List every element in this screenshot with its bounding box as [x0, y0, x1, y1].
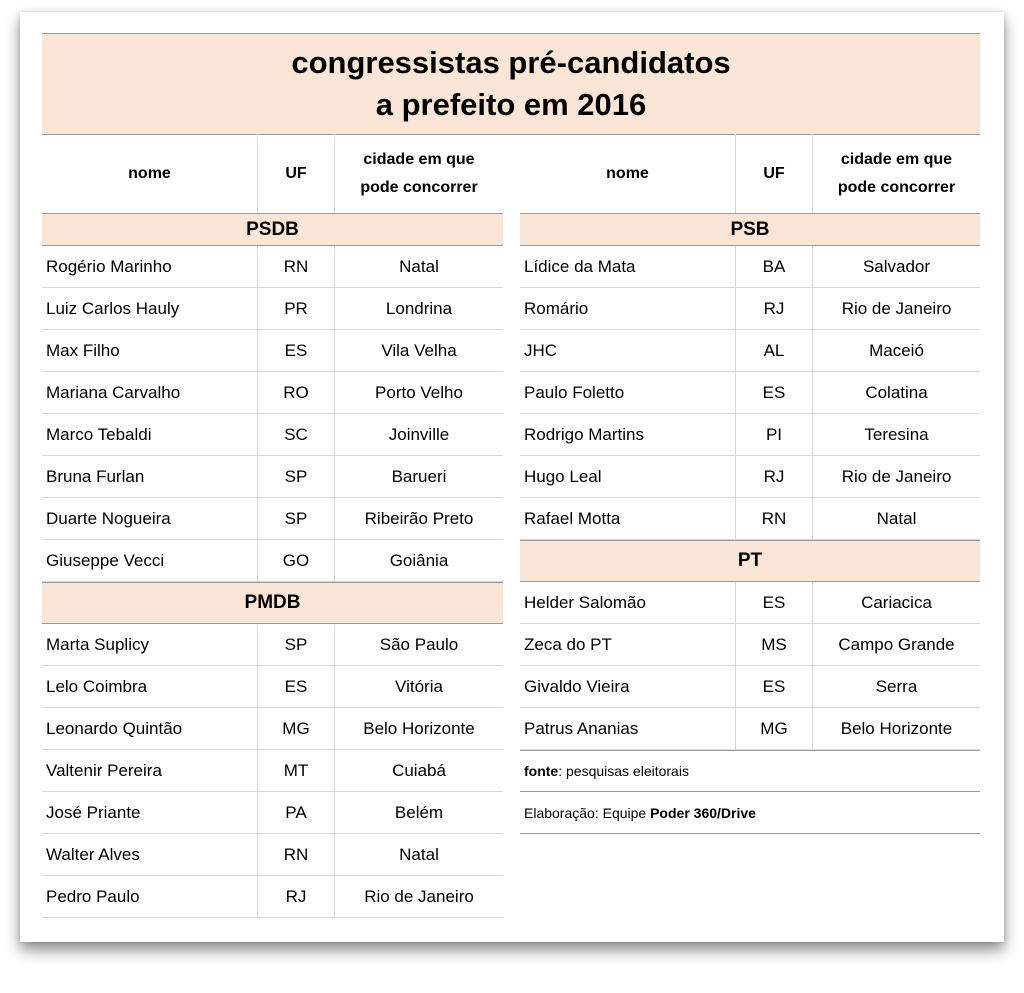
cell-cidade: Maceió	[869, 340, 924, 360]
table-title	[42, 33, 980, 135]
header-nome: nome	[606, 164, 649, 182]
cell-cidade: Cuiabá	[392, 760, 446, 780]
table-row	[42, 288, 503, 330]
table-row	[42, 330, 503, 372]
cell-uf: ES	[735, 666, 813, 707]
table-row	[520, 246, 980, 288]
cell-nome: José Priante	[46, 802, 141, 822]
table-row	[520, 708, 980, 750]
cell-cidade: Porto Velho	[375, 382, 463, 402]
cell-cidade: Belo Horizonte	[363, 718, 475, 738]
header-uf: UF	[735, 134, 813, 213]
cell-cidade: Natal	[399, 844, 439, 864]
cell-nome: Patrus Ananias	[524, 718, 639, 738]
cell-cidade: Natal	[876, 508, 917, 528]
table-row	[42, 750, 503, 792]
psb-rows	[520, 246, 980, 540]
cell-uf: PI	[735, 414, 813, 455]
header-cidade-line1: cidade em que	[840, 150, 953, 168]
table-row	[42, 246, 503, 288]
cell-nome: Lelo Coimbra	[46, 676, 148, 696]
cell-nome: Leonardo Quintão	[46, 718, 183, 738]
cell-cidade: Belo Horizonte	[840, 718, 953, 738]
title-line-1: congressistas pré-candidatos	[291, 45, 731, 80]
source-label: fonte	[524, 763, 559, 779]
cell-cidade: Joinville	[388, 424, 450, 444]
psdb-rows	[42, 246, 503, 582]
cell-nome: JHC	[524, 340, 558, 360]
party-header-psdb: PSDB	[42, 214, 503, 246]
credit-bold: Poder 360/Drive	[650, 804, 756, 821]
cell-cidade: Londrina	[385, 298, 453, 318]
cell-cidade: Barueri	[391, 466, 447, 486]
source-note	[520, 750, 980, 792]
cell-uf: RN	[735, 498, 813, 539]
cell-nome: Marta Suplicy	[46, 634, 149, 654]
cell-cidade: Serra	[875, 676, 918, 696]
cell-nome: Paulo Foletto	[524, 382, 625, 402]
cell-uf: RO	[257, 372, 335, 413]
table-row	[520, 330, 980, 372]
cell-cidade: Cariacica	[861, 592, 932, 612]
source-text: : pesquisas eleitorais	[558, 763, 689, 779]
cell-cidade: Colatina	[865, 382, 928, 402]
right-header-row	[520, 134, 980, 214]
table-row	[42, 540, 503, 582]
cell-nome: Helder Salomão	[524, 592, 646, 612]
cell-cidade: Belém	[394, 802, 444, 822]
cell-cidade: Rio de Janeiro	[841, 466, 952, 486]
cell-cidade: Vitória	[395, 676, 443, 696]
party-header-pt: PT	[520, 540, 980, 582]
table-row	[520, 456, 980, 498]
table-row	[42, 834, 503, 876]
left-header-row	[42, 134, 503, 214]
cell-uf: MG	[257, 708, 335, 749]
table-row	[42, 456, 503, 498]
cell-cidade: Ribeirão Preto	[364, 508, 474, 528]
cell-nome: Lídice da Mata	[524, 256, 636, 276]
table-row	[520, 666, 980, 708]
table-row	[42, 624, 503, 666]
left-column	[42, 134, 503, 918]
table-row	[520, 372, 980, 414]
cell-uf: RJ	[735, 456, 813, 497]
cell-nome: Valtenir Pereira	[46, 760, 162, 780]
cell-uf: SP	[257, 498, 335, 539]
cell-uf: PR	[257, 288, 335, 329]
cell-nome: Walter Alves	[46, 844, 140, 864]
cell-nome: Mariana Carvalho	[46, 382, 181, 402]
header-cidade	[335, 134, 503, 213]
header-nome: nome	[128, 164, 171, 182]
cell-uf: SP	[257, 456, 335, 497]
cell-cidade: São Paulo	[379, 634, 459, 654]
cell-uf: SC	[257, 414, 335, 455]
cell-nome: Luiz Carlos Hauly	[46, 298, 180, 318]
cell-uf: RN	[257, 834, 335, 875]
table-row	[42, 708, 503, 750]
cell-uf: SP	[257, 624, 335, 665]
cell-cidade: Natal	[399, 256, 439, 276]
table-row	[42, 876, 503, 918]
cell-uf: ES	[735, 582, 813, 623]
cell-cidade: Salvador	[862, 256, 931, 276]
right-column	[520, 134, 980, 834]
cell-uf: PA	[257, 792, 335, 833]
table-row	[520, 288, 980, 330]
cell-nome: Hugo Leal	[524, 466, 602, 486]
table-row	[520, 624, 980, 666]
cell-nome: Max Filho	[46, 340, 120, 360]
cell-nome: Rafael Motta	[524, 508, 621, 528]
cell-uf: MT	[257, 750, 335, 791]
cell-nome: Rogério Marinho	[46, 256, 172, 276]
cell-cidade: Vila Velha	[381, 340, 457, 360]
table-row	[520, 498, 980, 540]
cell-nome: Rodrigo Martins	[524, 424, 644, 444]
cell-uf: MS	[735, 624, 813, 665]
header-cidade	[813, 134, 980, 213]
cell-uf: ES	[257, 666, 335, 707]
cell-uf: ES	[735, 372, 813, 413]
table-row	[42, 792, 503, 834]
cell-nome: Pedro Paulo	[46, 886, 140, 906]
table-row	[42, 498, 503, 540]
cell-uf: ES	[257, 330, 335, 371]
party-header-pmdb: PMDB	[42, 582, 503, 624]
table-row	[42, 666, 503, 708]
pmdb-rows	[42, 624, 503, 918]
cell-nome: Marco Tebaldi	[46, 424, 152, 444]
credit-note	[520, 792, 980, 834]
cell-nome: Giuseppe Vecci	[46, 550, 165, 570]
title-line-2: a prefeito em 2016	[375, 87, 647, 122]
cell-cidade: Teresina	[864, 424, 929, 444]
cell-nome: Romário	[524, 298, 589, 318]
cell-cidade: Rio de Janeiro	[364, 886, 474, 906]
header-cidade-line2: pode concorrer	[837, 178, 956, 196]
table-row	[520, 414, 980, 456]
table-row	[42, 372, 503, 414]
header-cidade-line2: pode concorrer	[360, 178, 478, 196]
cell-nome: Bruna Furlan	[46, 466, 145, 486]
cell-uf: RJ	[257, 876, 335, 917]
table-row	[520, 582, 980, 624]
cell-nome: Duarte Nogueira	[46, 508, 171, 528]
cell-cidade: Goiânia	[389, 550, 449, 570]
cell-cidade: Campo Grande	[838, 634, 955, 654]
credit-text: Elaboração: Equipe	[524, 804, 651, 821]
cell-nome: Givaldo Vieira	[524, 676, 630, 696]
cell-uf: MG	[735, 708, 813, 749]
table-row	[42, 414, 503, 456]
cell-nome: Zeca do PT	[524, 634, 612, 654]
cell-uf: RN	[257, 246, 335, 287]
cell-uf: BA	[735, 246, 813, 287]
header-uf: UF	[257, 134, 335, 213]
pt-rows	[520, 582, 980, 750]
cell-cidade: Rio de Janeiro	[841, 298, 952, 318]
party-header-psb: PSB	[520, 214, 980, 246]
cell-uf: AL	[735, 330, 813, 371]
cell-uf: GO	[257, 540, 335, 581]
header-cidade-line1: cidade em que	[363, 150, 475, 168]
cell-uf: RJ	[735, 288, 813, 329]
